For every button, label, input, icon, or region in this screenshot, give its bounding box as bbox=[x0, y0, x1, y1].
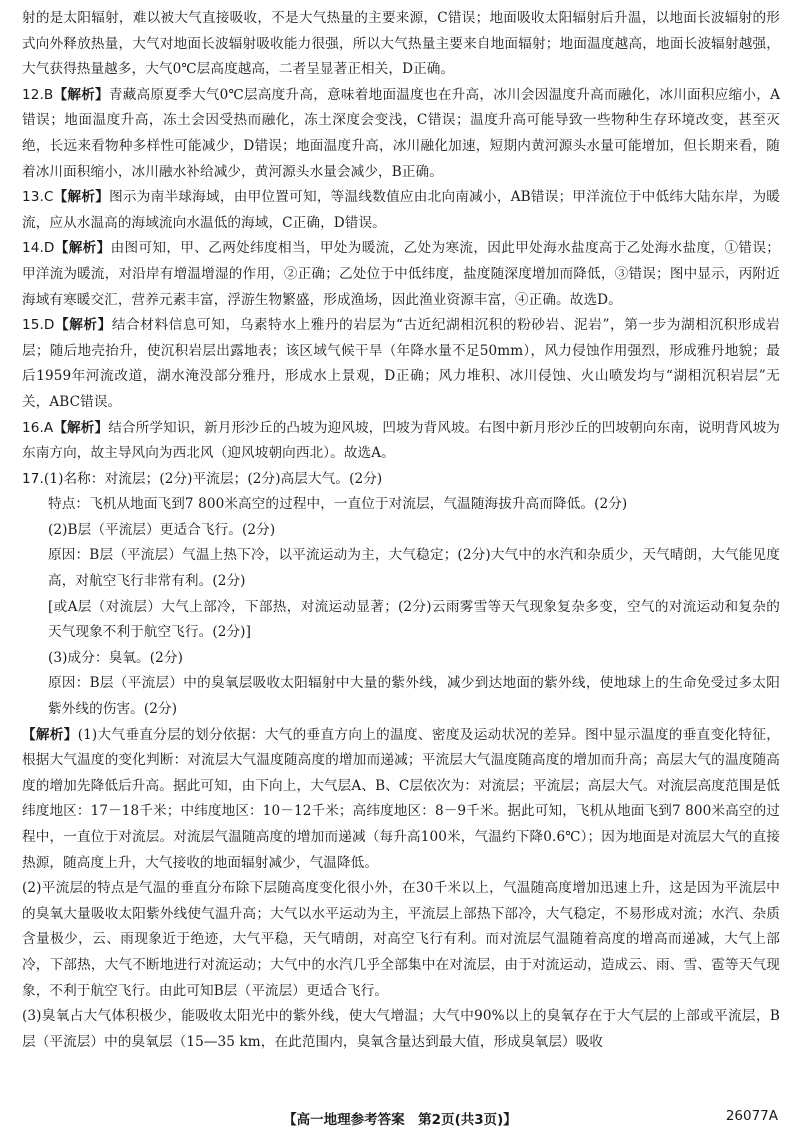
question-12 bbox=[22, 83, 780, 185]
q17-answer-2: (2)B层（平流层）更适合飞行。(2分) bbox=[48, 521, 276, 538]
q16-number: 16.A bbox=[22, 419, 54, 436]
question-13 bbox=[22, 185, 780, 236]
q17-number: 17. bbox=[22, 470, 44, 487]
question-17-part1-names bbox=[22, 467, 780, 493]
q14-number: 14.D bbox=[22, 240, 55, 257]
q17-analysis-1-text: (1)大气垂直分层的划分依据：大气的垂直方向上的温度、密度及运动状况的差异。图中显示温度的垂直变化特征，根据大气温度的变化判断：对流层大气温度随高度的增加而递减；平流层大气温度随高度的增加而升高；高层大气的温度随高度的增加先降低后升高。据此可知，由下向上，大气层A、B、C层依次为：对流层；平流层；高层大气。对流层高度范围是低纬度地区：17－18千米；中纬度地区：10－12千米；高纬度地区：8－9千米。据此可知，飞机从地面飞到7 800米高空的过程中，一直位于对流层。对流层气温随高度的增加而递减（每升高100米，气温约下降0.6℃）；因为地面是对流层大气的直接热源，随高度上升，大气接收的地面辐射减少，气温降低。 bbox=[22, 726, 780, 871]
q17-answer-2-alt: [或A层（对流层）大气上部冷，下部热，对流运动显著；(2分)云雨雾雪等天气现象复杂多变，空气的对流运动和复杂的天气现象不利于航空飞行。(2分)] bbox=[48, 598, 780, 641]
footer-title: 【高一地理参考答案 第2页(共3页)】 bbox=[283, 1112, 517, 1128]
q16-analysis-tag: 【解析】 bbox=[53, 419, 109, 436]
q13-number: 13.C bbox=[22, 189, 54, 206]
answer-content bbox=[22, 6, 780, 1055]
question-14 bbox=[22, 236, 780, 313]
q17-analysis-1 bbox=[22, 723, 780, 877]
q15-analysis-tag: 【解析】 bbox=[54, 317, 112, 334]
q17-answer-feature: 特点：飞机从地面飞到7 800米高空的过程中，一直位于对流层，气温随海拔升高而降低。(2分) bbox=[48, 496, 628, 513]
q12-text: 青藏高原夏季大气0℃层高度升高，意味着地面温度也在升高，冰川会因温度升高而融化，冰川面积应缩小，A错误；地面温度升高，冻土会因受热而融化，冻土深度会变浅，C错误；温度升高可能导致一些物种生存环境改变，甚至灭绝，长远来看物种多样性可能减少，D错误；地面温度升高，冰川融化加速，短期内黄河源头水量可能增加，但长期来看，随着冰川面积缩小，冰川融水补给减少，黄河源头水量会减少，B正确。 bbox=[22, 86, 780, 180]
intro-text: 射的是太阳辐射，难以被大气直接吸收，不是大气热量的主要来源，C错误；地面吸收太阳辐射后升温，以地面长波辐射的形式向外释放热量，大气对地面长波辐射吸收能力很强，所以大气热量主要来自地面辐射；地面温度越高，地面长波辐射越强，大气获得热量越多，大气0℃层高度越高，二者呈显著正相关，D正确。 bbox=[22, 10, 780, 78]
q14-text: 由图可知，甲、乙两处纬度相当，甲处为暖流，乙处为寒流，因此甲处海水盐度高于乙处海水盐度，①错误；甲洋流为暖流，对沿岸有增温增湿的作用，②正确；乙处位于中低纬度，盐度随深度增加而降低，③错误；图中显示，丙附近海域有寒暖交汇，营养元素丰富，浮游生物繁盛，形成渔场，因此渔业资源丰富，④正确。故选D。 bbox=[22, 240, 781, 308]
q16-text: 结合所学知识，新月形沙丘的凸坡为迎风坡，凹坡为背风坡。右图中新月形沙丘的凹坡朝向东南，说明背风坡为东南方向，故主导风向为西北风（迎风坡朝向西北）。故选A。 bbox=[22, 419, 780, 462]
q12-number: 12.B bbox=[22, 86, 54, 103]
q12-analysis-tag: 【解析】 bbox=[53, 86, 109, 103]
q14-analysis-tag: 【解析】 bbox=[54, 240, 111, 257]
intro-paragraph bbox=[22, 6, 780, 83]
question-15 bbox=[22, 313, 780, 415]
q15-text: 结合材料信息可知，乌素特水上雅丹的岩层为“古近纪湖相沉积的粉砂岩、泥岩”，第一步为湖相沉积形成岩层；随后地壳抬升，使沉积岩层出露地表；该区域气候干旱（年降水量不足50mm），风力侵蚀作用强烈，形成雅丹地貌；最后1959年河流改道，湖水淹没部分雅丹，形成水上景观，D正确；风力堆积、冰川侵蚀、火山喷发均与“湖相沉积岩层”无关，ABC错误。 bbox=[22, 317, 780, 410]
q17-analysis-tag: 【解析】 bbox=[22, 726, 78, 743]
q13-analysis-tag: 【解析】 bbox=[53, 189, 110, 206]
page-footer bbox=[0, 1108, 800, 1130]
q17-answer-3: (3)成分：臭氧。(2分) bbox=[48, 649, 183, 666]
q17-answer-1: (1)名称：对流层；(2分)平流层；(2分)高层大气。(2分) bbox=[43, 470, 383, 487]
q17-analysis-2: (2)平流层的特点是气温的垂直分布除下层随高度变化很小外，在30千米以上，气温随高度增加迅速上升，这是因为平流层中的臭氧大量吸收太阳紫外线使气温升高；大气以水平运动为主，平流层上部热下部冷，大气稳定，不易形成对流；水汽、杂质含量极少，云、雨现象近于绝迹，大气平稳，天气晴朗，对高空飞行有利。而对流层气温随着高度的增高而递减，大气上部冷，下部热，大气不断地进行对流运动；大气中的水汽几乎全部集中在对流层，由于对流运动，造成云、雨、雪、雹等天气现象，不利于航空飞行。由此可知B层（平流层）更适合飞行。 bbox=[22, 880, 780, 999]
question-16 bbox=[22, 416, 780, 467]
q15-number: 15.D bbox=[22, 317, 55, 334]
q13-text: 图示为南半球海域，由甲位置可知，等温线数值应由北向南减小，AB错误；甲洋流位于中低纬大陆东岸，为暖流，应从水温高的海域流向水温低的海域，C正确，D错误。 bbox=[22, 189, 781, 231]
q17-answer-3-reason: 原因：B层（平流层）中的臭氧层吸收太阳辐射中大量的紫外线，减少到达地面的紫外线，使地球上的生命免受过多太阳紫外线的伤害。(2分) bbox=[48, 675, 780, 718]
q17-answer-2-reason: 原因：B层（平流层）气温上热下冷，以平流运动为主，大气稳定；(2分)大气中的水汽和杂质少，天气晴朗，大气能见度高，对航空飞行非常有利。(2分) bbox=[48, 547, 780, 590]
footer-code: 26077A bbox=[725, 1108, 778, 1124]
q17-analysis-3: (3)臭氧占大气体积极少，能吸收太阳光中的紫外线，使大气增温；大气中90%以上的臭氧存在于大气层的上部或平流层，B层（平流层）中的臭氧层（15—35 km，在此范围内，臭氧含量达到最大值，形成臭氧层）吸收 bbox=[22, 1008, 780, 1050]
